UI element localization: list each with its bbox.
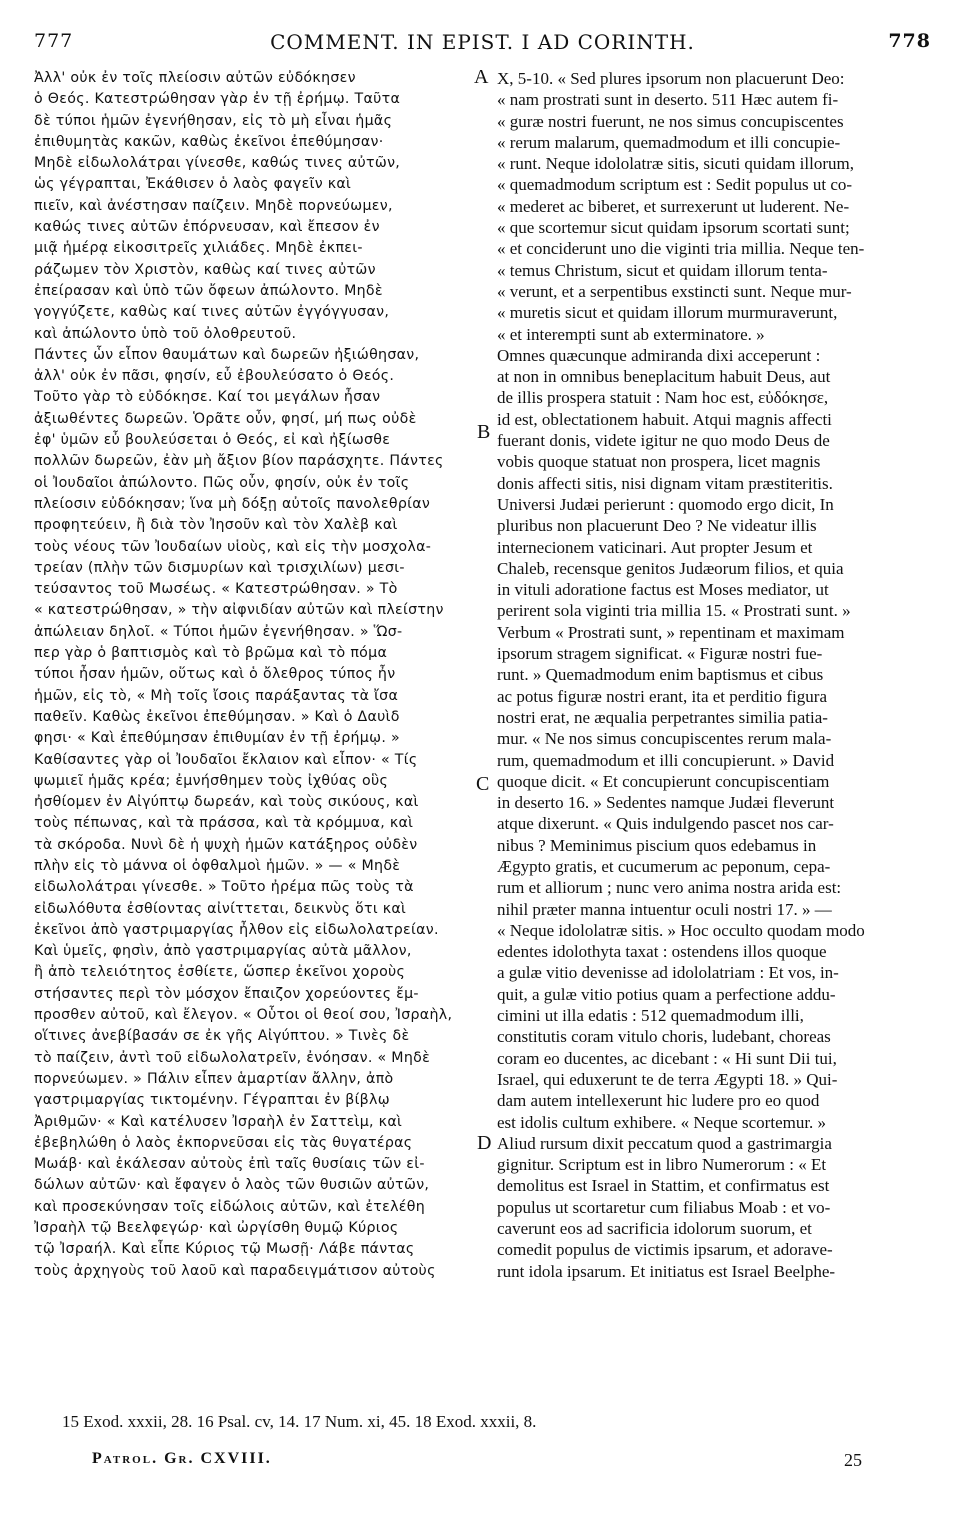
latin-text-line: « rerum malarum, quemadmodum et illi concupie- [497, 132, 841, 152]
folio-number: 25 [844, 1450, 862, 1470]
greek-text-line: ἀξιωθέντες δωρεῶν. Ὁρᾶτε οὖν, φησί, μή πως οὐδὲ [34, 410, 417, 427]
greek-text-line: Καθίσαντες γὰρ οἱ Ἰουδαῖοι ἔκλαιον καὶ εἶπον· « Τίς [34, 751, 418, 768]
latin-text-line: Ægypto gratis, et cucumerum ac peponum, cepa- [497, 856, 831, 876]
section-marker-c: C [476, 773, 490, 795]
latin-text-line: Aliud rursum dixit peccatum quod a gastrimargia [497, 1133, 832, 1153]
latin-text-line: in deserto 16. » Sedentes namque Judæi fleverunt [497, 793, 835, 813]
latin-text-line: a gulæ vitio devenisse ad idololatriam : Et vos, in- [497, 963, 839, 983]
greek-text-line: προφητεύειν, ἢ διὰ τὸν Ἰησοῦν καὶ τὸν Χαλὲβ καὶ [34, 517, 398, 534]
greek-text-line: πιεῖν, καὶ ἀνέστησαν παίζειν. Μηδὲ πορνεύωμεν, [34, 197, 393, 214]
latin-text-line: « mederet ac biberet, et surrexerunt ut luderent. Ne- [497, 196, 850, 216]
greek-text-line: τύποι ἦσαν ἡμῶν, οὕτως καὶ ὁ ὄλεθρος τύπος ἦν [34, 666, 396, 683]
greek-text-line: δὲ τύποι ἡμῶν ἐγενήθησαν, εἰς τὸ μὴ εἶναι ἡμᾶς [34, 112, 393, 129]
greek-text-line: ὡς γέγραπται, Ἐκάθισεν ὁ λαὸς φαγεῖν καὶ [34, 176, 352, 193]
greek-text-line: εἰδωλόθυτα ἐσθίοντας αἰνίττεται, δεικνὺς ὅτι καὶ [34, 900, 407, 917]
latin-text-line: quit, a gulæ vitio potius quam a perfectione addu- [497, 984, 836, 1004]
greek-text-line: τεύσαντος τοῦ Μωσέως. « Κατεστρώθησαν. » Τὸ [34, 581, 398, 598]
latin-text-line: edentes idolothyta taxat : ostendens illos quoque [497, 942, 827, 962]
greek-text-line: οἵτινες ἀνεβίβασάν σε ἐκ γῆς Αἰγύπτου. » Τινὲς δὲ [34, 1028, 410, 1045]
latin-text-line: « et conciderunt uno die viginti tria millia. Neque ten- [497, 239, 865, 259]
greek-text-line: οἱ Ἰουδαῖοι ἀπώλοντο. Πῶς οὖν, φησίν, οὐκ ἐν τοῖς [34, 474, 410, 491]
greek-text-line: ἡμῶν, εἰς τὸ, « Μὴ τοῖς ἴσοις παράξαντας τὰ ἴσα [34, 687, 399, 704]
greek-text-line: τοὺς ἀρχηγοὺς τοῦ λαοῦ καὶ παραδειγμάτισον αὐτοὺς [34, 1262, 436, 1279]
greek-text-line: τῷ Ἰσραήλ. Καὶ εἶπε Κύριος τῷ Μωσῇ· Λάβε πάντας [34, 1241, 415, 1258]
greek-text-line: τοὺς πέπωνας, καὶ τὰ πράσσα, καὶ τὰ κρόμμυα, καὶ [34, 815, 414, 832]
latin-text-line: « que scortemur sicut quidam ipsorum scortati sunt; [497, 218, 850, 238]
latin-text-line: perirent sola viginti tria millia 15. « Prostrati sunt. » [497, 601, 851, 621]
greek-text-line: « κατεστρώθησαν, » τὴν αἰφνιδίαν αὐτῶν καὶ πλείστην [34, 602, 444, 619]
latin-text-line: constitutis coram vitulo choris, ludebant, choreas [497, 1027, 831, 1047]
latin-text-line: in vituli adoratione factus est Moses mediator, ut [497, 580, 829, 600]
greek-text-line: τρείαν (πλὴν τῶν δισμυρίων καὶ τρισχιλίων) μεσι- [34, 559, 405, 576]
latin-text-line: mur. « Ne nos simus concupiscentes rerum mala- [497, 729, 832, 749]
latin-text-line: populus ut scortaretur cum filiabus Moab : et vo- [497, 1197, 831, 1217]
greek-text-line: εἰδωλολάτραι γίνεσθε. » Τοῦτο ἠρέμα πῶς τοὺς τὰ [34, 879, 414, 896]
greek-text-line: πλὴν εἰς τὸ μάννα οἱ ὀφθαλμοὶ ἡμῶν. » — « Μηδὲ [34, 857, 401, 874]
greek-text-line: Πάντες ὧν εἶπον θαυμάτων καὶ δωρεῶν ἠξιώθησαν, [34, 346, 420, 363]
latin-text-line: at non in omnibus beneplacitum habuit Deus, aut [497, 367, 831, 387]
greek-text-line: Ἰσραὴλ τῷ Βεελφεγώρ· καὶ ὠργίσθη θυμῷ Κύριος [34, 1220, 399, 1237]
greek-text-line: ἢ ἀπὸ τελειότητος ἐσθίετε, ὥσπερ ἐκεῖνοι χοροὺς [34, 964, 406, 981]
latin-text-line: « runt. Neque idololatræ sitis, sicuti quidam illorum, [497, 154, 854, 174]
greek-text-line: καθώς τινες αὐτῶν ἐπόρνευσαν, καὶ ἔπεσον ἐν [34, 219, 380, 236]
greek-text-line: περ γὰρ ὁ βαπτισμὸς καὶ τὸ βρῶμα καὶ τὸ πόμα [34, 645, 388, 662]
greek-text-line: τὰ σκόροδα. Νυνὶ δὲ ἡ ψυχὴ ἡμῶν κατάξηρος οὐδὲν [34, 836, 418, 853]
latin-text-line: est idolis cultum exhibere. « Neque scortemur. » [497, 1112, 827, 1132]
latin-text-line: Israel, qui eduxerunt te de terra Ægypti 18. » Qui- [497, 1069, 838, 1089]
greek-text-line: ἐπιθυμητὰς κακῶν, καθὼς ἐκεῖνοι ἐπεθύμησαν· [34, 133, 384, 150]
latin-text-line: « muretis sicut et quidam illorum murmuraverunt, [497, 303, 838, 323]
latin-text-line: caverunt eos ad sacrificia idolorum suorum, et [497, 1219, 812, 1239]
greek-text-line: τοὺς νέους τῶν Ἰουδαίων υἱοὺς, καὶ εἰς τὴν μοσχολα- [34, 538, 432, 555]
greek-text-line: γαστριμαργίας τικτομένην. Γέγραπται ἐν βίβλῳ [34, 1092, 390, 1109]
page-number-right: 778 [888, 30, 931, 52]
latin-text-line: rum, quemadmodum et illi concupierunt. » David [497, 750, 835, 770]
latin-text-line: atque dixerunt. « Quis indulgendo pascet nos car- [497, 814, 834, 834]
running-header [30, 30, 935, 60]
greek-text-line: ράζωμεν τὸν Χριστὸν, καθὼς καί τινες αὐτῶν [34, 261, 376, 278]
latin-text-line: fuerant donis, videte igitur ne quo modo Deus de [497, 431, 830, 451]
latin-column [497, 68, 937, 1282]
greek-text-line: Ἀλλ' οὐκ ἐν τοῖς πλείοσιν αὐτῶν εὐδόκησεν [34, 70, 356, 86]
latin-text-line: ac potus figuræ nostri erant, ita et perditio figura [497, 686, 827, 706]
greek-text-line: στήσαντες περὶ τὸν μόσχον ἔπαιζον χορεύοντες ἔμ- [34, 985, 419, 1002]
latin-text-line: coram eo ducentes, ac dicebant : « Hi sunt Dii tui, [497, 1048, 837, 1068]
latin-text-line: « temus Christum, sicut et quidam illorum tenta- [497, 260, 828, 280]
section-marker-b: B [477, 421, 491, 443]
greek-text-line: ἐκεῖνοι ἀπὸ γαστριμαργίας ἦλθον εἰς εἰδωλολατρείαν. [34, 921, 439, 938]
latin-text-line: nibus ? Meminimus piscium quos edebamus in [497, 835, 817, 855]
latin-text-line: « quemadmodum scriptum est : Sedit populus ut co- [497, 175, 853, 195]
latin-text-line: « Neque idololatræ sitis. » Hoc occulto quodam modo [497, 920, 865, 940]
greek-column [34, 68, 474, 1282]
latin-text-line: Omnes quæcunque admiranda dixi acceperunt : [497, 345, 821, 365]
section-marker-a: A [474, 66, 489, 88]
latin-text-line: X, 5-10. « Sed plures ipsorum non placuerunt Deo: [497, 69, 845, 88]
greek-text-line: Ἀριθμῶν· « Καὶ κατέλυσεν Ἰσραὴλ ἐν Σαττεὶμ, καὶ [34, 1113, 403, 1130]
greek-text-line: Μωάβ· καὶ ἐκάλεσαν αὐτοὺς ἐπὶ ταῖς θυσίαις τῶν εἰ- [34, 1156, 425, 1173]
latin-text-line: Chaleb, recensque genitos Judæorum filios, et quia [497, 558, 844, 578]
latin-text-line: runt. » Quemadmodum enim baptismus et cibus [497, 665, 824, 685]
latin-text-line: de illis prospera statuit : Nam hoc est, εὐδόκησε, [497, 388, 829, 408]
latin-text-line: Universi Judæi perierunt : quomodo ergo dicit, In [497, 494, 834, 514]
section-marker-d: D [477, 1132, 492, 1154]
latin-text-line: nihil præter manna intuentur oculi nostri 17. » — [497, 899, 832, 919]
footnotes: 15 Exod. xxxii, 28. 16 Psal. cv, 14. 17 Num. xi, 45. 18 Exod. xxxii, 8. [62, 1412, 537, 1431]
latin-text-line: cimini ut illa edatis : 512 quemadmodum illi, [497, 1006, 804, 1026]
latin-text-line: runt idola ipsarum. Et initiatus est Israel Beelphe- [497, 1261, 836, 1281]
running-title: COMMENT. IN EPIST. I AD CORINTH. [270, 30, 695, 54]
latin-text-line: Verbum « Prostrati sunt, » repentinam et maximam [497, 622, 845, 642]
greek-text-line: ἀλλ' οὐκ ἐν πᾶσι, φησίν, εὖ ἐβουλεύσατο ὁ Θεός. [34, 368, 395, 385]
latin-text-line: dam autem intellexerunt hic ludere pro eo quod [497, 1091, 820, 1111]
latin-text-line: id est, oblectationem habuit. Atqui magnis affecti [497, 409, 832, 429]
latin-text-line: ipsorum stragem significat. « Figuræ nostri fue- [497, 644, 823, 664]
greek-text-line: πλείοσιν εὐδόκησαν; ἵνα μὴ δόξῃ αὐτοῖς πανολεθρίαν [34, 495, 431, 512]
greek-text-line: ἐφ' ὑμῶν εὖ βουλεύσεται ὁ Θεός, εἰ καὶ ἠξίωσθε [34, 432, 391, 449]
greek-text-line: Καὶ ὑμεῖς, φησὶν, ἀπὸ γαστριμαργίας αὐτὰ μᾶλλον, [34, 943, 412, 960]
greek-text-line: προσθεν αὐτοῦ, καὶ ἔλεγον. « Οὗτοι οἱ θεοί σου, Ἰσραὴλ, [34, 1007, 453, 1024]
greek-text-line: καὶ ἀπώλοντο ὑπὸ τοῦ ὀλοθρευτοῦ. [34, 325, 297, 342]
latin-text-line: « et interempti sunt ab exterminatore. » [497, 324, 765, 344]
latin-text-line: internecionem vaticinari. Aut propter Jesum et [497, 537, 813, 557]
greek-text-line: καὶ προσεκύνησαν τοῖς εἰδώλοις αὐτῶν, καὶ ἐτελέθη [34, 1198, 426, 1215]
greek-text-line: ἐπείρασαν καὶ ὑπὸ τῶν ὄφεων ἀπώλοντο. Μηδὲ [34, 282, 383, 299]
greek-text-line: ἠσθίομεν ἐν Αἰγύπτῳ δωρεάν, καὶ τοὺς σικύους, καὶ [34, 794, 419, 811]
greek-text-line: δώλων αὐτῶν· καὶ ἔφαγεν ὁ λαὸς τῶν θυσιῶν αὐτῶν, [34, 1177, 430, 1194]
greek-text-line: Μηδὲ εἰδωλολάτραι γίνεσθε, καθώς τινες αὐτῶν, [34, 155, 401, 172]
greek-text-line: πορνεύωμεν. » Πάλιν εἶπεν ἁμαρτίαν ἄλλην, ἀπὸ [34, 1070, 394, 1087]
latin-text-line: demolitus est Israel in Stattim, et confirmatus est [497, 1176, 830, 1196]
greek-text-line: τὸ παίζειν, ἀντὶ τοῦ εἰδωλολατρεῖν, ἐνόησαν. « Μηδὲ [34, 1049, 431, 1066]
greek-text-line: μιᾷ ἡμέρᾳ εἰκοσιτρεῖς χιλιάδες. Μηδὲ ἐκπει- [34, 240, 363, 257]
greek-text-line: γογγύζετε, καθὼς καί τινες αὐτῶν ἐγγόγγυσαν, [34, 304, 390, 321]
greek-text-line: ψωμιεῖ ἡμᾶς κρέα; ἐμνήσθημεν τοὺς ἰχθύας οὓς [34, 772, 389, 789]
latin-text-line: donis affecti sitis, nisi dignam vitam præstiteritis. [497, 473, 833, 493]
greek-text-line: ἀπώλειαν δηλοῖ. « Τύποι ἡμῶν ἐγενήθησαν. » Ὥσ- [34, 623, 403, 640]
greek-text-line: πολλῶν δωρεῶν, ἐὰν μὴ ἄξιον βίον παράσχητε. Πάντες [34, 453, 444, 470]
latin-text-line: gignitur. Scriptum est in libro Numerorum : « Et [497, 1155, 827, 1175]
latin-text-line: « nam prostrati sunt in deserto. 511 Hæc autem fi- [497, 90, 839, 110]
greek-text-line: φησι· « Καὶ ἐπεθύμησαν ἐπιθυμίαν ἐν τῇ ἐρήμῳ. » [34, 730, 400, 747]
latin-text-line: vobis quoque statuat non prospera, licet magnis [497, 452, 821, 472]
greek-text-line: παθεῖν. Καθὼς ἐκεῖνοι ἐπεθύμησαν. » Καὶ ὁ Δαυὶδ [34, 708, 400, 725]
latin-text-line: nostri erat, ne æqualia perpetrantes similia patia- [497, 707, 828, 727]
latin-text-line: « guræ nostri fuerunt, ne nos simus concupiscentes [497, 111, 844, 131]
volume-signature: Patrol. Gr. CXVIII. [92, 1450, 272, 1467]
latin-text-line: comedit populus de victimis ipsarum, et adorave- [497, 1240, 833, 1260]
greek-text-line: ἐβεβηλώθη ὁ λαὸς ἐκπορνεῦσαι εἰς τὰς θυγατέρας [34, 1134, 413, 1151]
greek-text-line: Τοῦτο γὰρ τὸ εὐδόκησε. Καί τοι μεγάλων ἦσαν [34, 389, 381, 406]
latin-text-line: rum et alliorum ; nunc vero anima nostra arida est: [497, 878, 842, 898]
latin-text-line: « verunt, et a serpentibus exstincti sunt. Neque mur- [497, 281, 852, 301]
greek-text-line: ὁ Θεός. Κατεστρώθησαν γὰρ ἐν τῇ ἐρήμῳ. Ταῦτα [34, 91, 401, 108]
latin-text-line: pluribus non placuerunt Deo ? Ne videatur illis [497, 516, 817, 536]
page-number-left: 777 [34, 30, 74, 52]
latin-text-line: quoque dicit. « Et concupierunt concupiscentiam [497, 771, 830, 791]
